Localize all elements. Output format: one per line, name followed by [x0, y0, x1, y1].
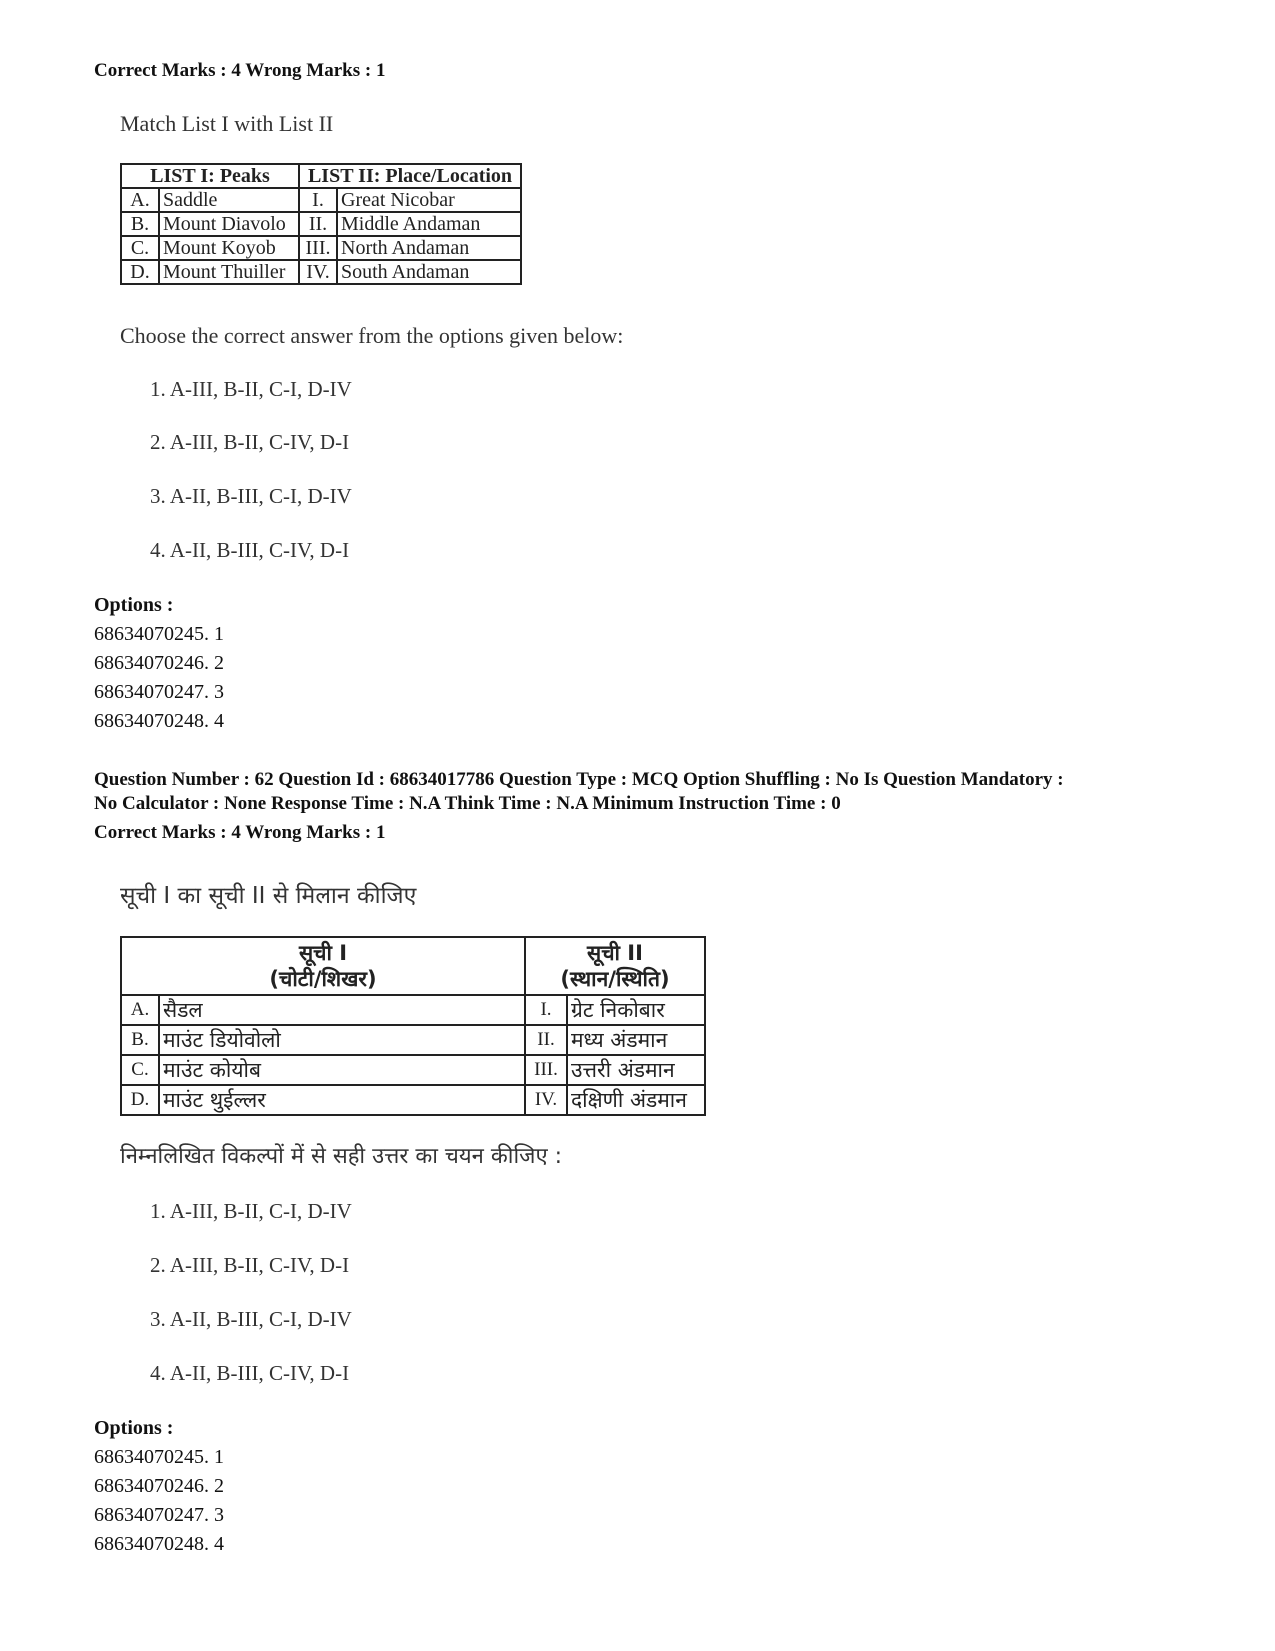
peak-name: Mount Koyob [159, 236, 299, 260]
row-num: II. [525, 1025, 567, 1055]
list-item: 68634070247. 3 [94, 1504, 224, 1526]
list1-header [121, 937, 525, 995]
q62-marks: Correct Marks : 4 Wrong Marks : 1 [94, 822, 386, 843]
peak-name: Mount Thuiller [159, 260, 299, 284]
peak-name: माउंट कोयोब [159, 1055, 525, 1085]
q61-match-table [120, 163, 522, 285]
q62-header-line2: No Calculator : None Response Time : N.A Think Time : N.A Minimum Instruction Time : 0 [94, 793, 841, 814]
q61-options-label: Options : [94, 594, 174, 616]
row-num: IV. [299, 260, 337, 284]
place-name: दक्षिणी अंडमान [567, 1085, 705, 1115]
q61-answer-1: 1. A-III, B-II, C-I, D-IV [150, 377, 352, 401]
place-name: North Andaman [337, 236, 521, 260]
place-name: Middle Andaman [337, 212, 521, 236]
q62-options-list [94, 1443, 224, 1559]
place-name: South Andaman [337, 260, 521, 284]
list2-header-subtitle: (स्थान/स्थिति) [560, 967, 670, 991]
place-name: मध्य अंडमान [567, 1025, 705, 1055]
table-row [121, 236, 521, 260]
list2-header [525, 937, 705, 995]
q62-answer-2: 2. A-III, B-II, C-IV, D-I [150, 1253, 350, 1277]
peak-name: Saddle [159, 188, 299, 212]
q61-answer-3: 3. A-II, B-III, C-I, D-IV [150, 484, 352, 508]
place-name: Great Nicobar [337, 188, 521, 212]
table-row [121, 995, 705, 1025]
list2-header-title: सूची II [587, 941, 643, 965]
place-name: उत्तरी अंडमान [567, 1055, 705, 1085]
q62-answer-1: 1. A-III, B-II, C-I, D-IV [150, 1199, 352, 1223]
row-key: A. [121, 188, 159, 212]
list1-header: LIST I: Peaks [121, 164, 299, 188]
row-num: I. [525, 995, 567, 1025]
row-key: C. [121, 236, 159, 260]
q62-answer-4: 4. A-II, B-III, C-IV, D-I [150, 1361, 350, 1385]
table-row [121, 1055, 705, 1085]
q62-match-table [120, 936, 706, 1116]
list1-header-subtitle: (चोटी/शिखर) [269, 967, 377, 991]
row-key: D. [121, 260, 159, 284]
q61-answer-4: 4. A-II, B-III, C-IV, D-I [150, 538, 350, 562]
list-item: 68634070245. 1 [94, 1446, 224, 1468]
peak-name: माउंट डियोवोलो [159, 1025, 525, 1055]
list-item: 68634070246. 2 [94, 652, 224, 674]
q62-answer-3: 3. A-II, B-III, C-I, D-IV [150, 1307, 352, 1331]
list1-header-title: सूची I [298, 941, 348, 965]
row-num: I. [299, 188, 337, 212]
peak-name: Mount Diavolo [159, 212, 299, 236]
list-item: 68634070248. 4 [94, 710, 224, 732]
q61-choose-instruction: Choose the correct answer from the options given below: [120, 323, 624, 348]
list-item: 68634070247. 3 [94, 681, 224, 703]
table-row [121, 260, 521, 284]
q62-header-line1: Question Number : 62 Question Id : 68634017786 Question Type : MCQ Option Shuffling : No Is Question Mandatory : [94, 769, 1064, 790]
place-name: ग्रेट निकोबार [567, 995, 705, 1025]
peak-name: सैडल [159, 995, 525, 1025]
q62-prompt: सूची I का सूची II से मिलान कीजिए [120, 883, 417, 909]
q62-choose-instruction: निम्नलिखित विकल्पों में से सही उत्तर का चयन कीजिए : [120, 1144, 563, 1169]
peak-name: माउंट थुईल्लर [159, 1085, 525, 1115]
q61-prompt: Match List I with List II [120, 111, 334, 136]
table-row [121, 188, 521, 212]
list2-header: LIST II: Place/Location [299, 164, 521, 188]
row-num: III. [299, 236, 337, 260]
table-row [121, 1025, 705, 1055]
q61-marks: Correct Marks : 4 Wrong Marks : 1 [94, 60, 386, 81]
table-header-row [121, 164, 521, 188]
q61-answer-2: 2. A-III, B-II, C-IV, D-I [150, 430, 350, 454]
row-key: A. [121, 995, 159, 1025]
row-key: D. [121, 1085, 159, 1115]
list-item: 68634070248. 4 [94, 1533, 224, 1555]
list-item: 68634070246. 2 [94, 1475, 224, 1497]
row-num: IV. [525, 1085, 567, 1115]
table-header-row [121, 937, 705, 995]
list-item: 68634070245. 1 [94, 623, 224, 645]
table-row [121, 212, 521, 236]
q62-options-label: Options : [94, 1417, 174, 1439]
row-key: B. [121, 1025, 159, 1055]
row-key: C. [121, 1055, 159, 1085]
row-key: B. [121, 212, 159, 236]
row-num: III. [525, 1055, 567, 1085]
q61-options-list [94, 620, 224, 736]
table-row [121, 1085, 705, 1115]
row-num: II. [299, 212, 337, 236]
